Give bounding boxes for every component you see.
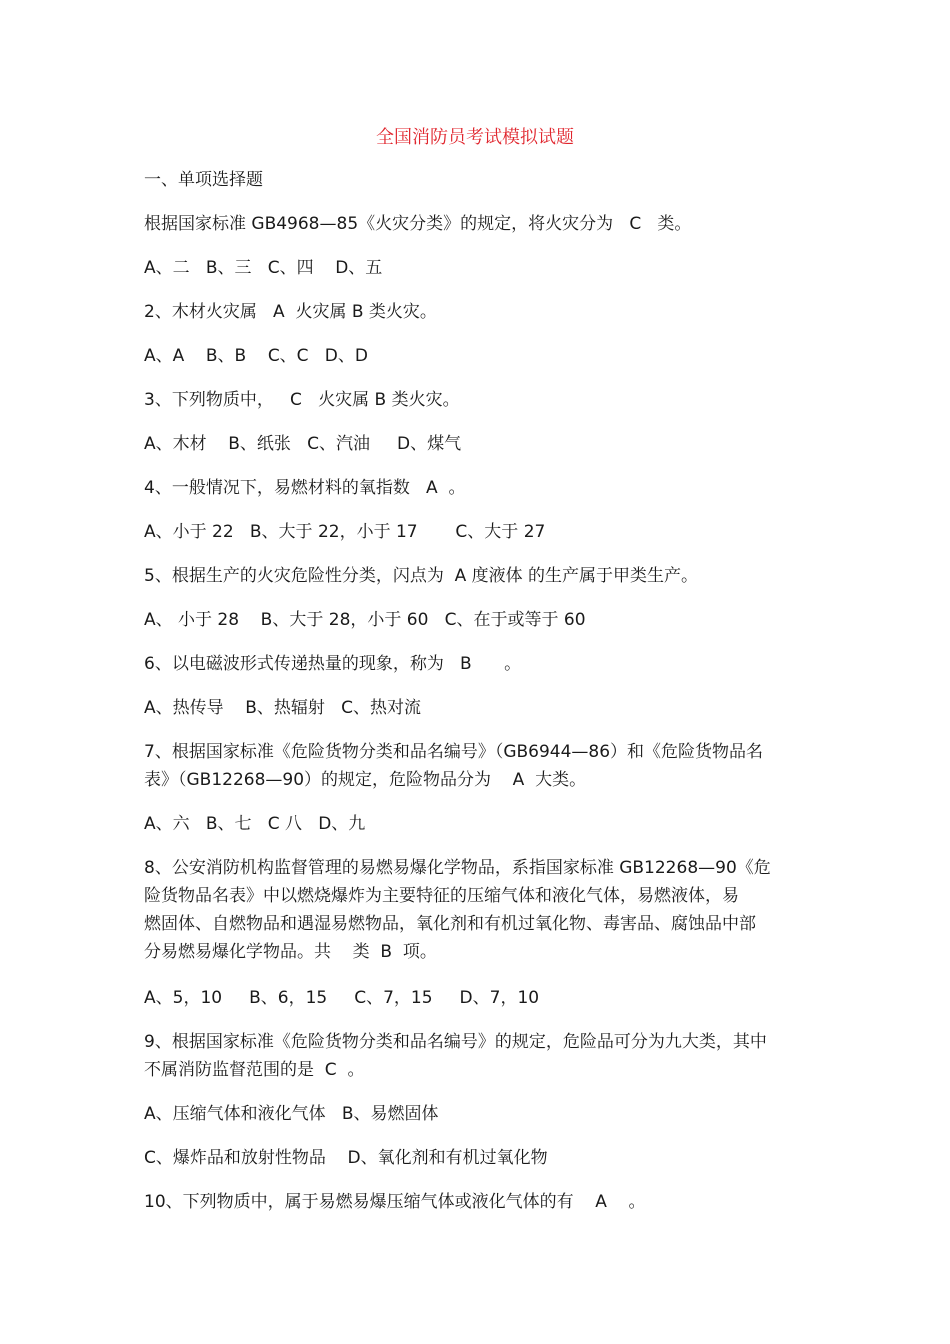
question-9-line: 不属消防监督范围的是 C 。 <box>144 1060 365 1080</box>
question-8-line: 8、公安消防机构监督管理的易燃易爆化学物品，系指国家标准 GB12268—90《危 <box>144 858 771 878</box>
question-7-line: 表》（GB12268—90）的规定，危险物品分为 A 大类。 <box>144 770 587 790</box>
question-9-line: 9、根据国家标准《危险货物分类和品名编号》的规定，危险品可分为九大类，其中 <box>144 1032 767 1052</box>
question-9 <box>144 1028 814 1084</box>
section-heading: 一、单项选择题 <box>144 170 263 190</box>
options-7: A、六 B、七 C 八 D、九 <box>144 814 366 834</box>
options-9-line-2: C、爆炸品和放射性物品 D、氧化剂和有机过氧化物 <box>144 1148 548 1168</box>
question-1: 根据国家标准 GB4968—85《火灾分类》的规定，将火灾分为 C 类。 <box>144 214 692 234</box>
question-8 <box>144 854 814 966</box>
options-4: A、小于 22 B、大于 22，小于 17 C、大于 27 <box>144 522 546 542</box>
question-8-line: 险货物品名表》中以燃烧爆炸为主要特征的压缩气体和液化气体，易燃液体，易 <box>144 886 739 906</box>
question-8-line: 分易燃易爆化学物品。共 类 B 项。 <box>144 942 437 962</box>
options-9-line-1: A、压缩气体和液化气体 B、易燃固体 <box>144 1104 439 1124</box>
question-2: 2、木材火灾属 A 火灾属 B 类火灾。 <box>144 302 437 322</box>
options-1: A、二 B、三 C、四 D、五 <box>144 258 383 278</box>
options-2: A、A B、B C、C D、D <box>144 346 368 366</box>
options-8: A、5，10 B、6，15 C、7，15 D、7，10 <box>144 988 540 1008</box>
options-5: A、 小于 28 B、大于 28，小于 60 C、在于或等于 60 <box>144 610 586 630</box>
question-10: 10、下列物质中，属于易燃易爆压缩气体或液化气体的有 A 。 <box>144 1192 646 1212</box>
question-3: 3、下列物质中， C 火灾属 B 类火灾。 <box>144 390 460 410</box>
document-title: 全国消防员考试模拟试题 <box>376 127 574 148</box>
question-5: 5、根据生产的火灾危险性分类，闪点为 A 度液体 的生产属于甲类生产。 <box>144 566 699 586</box>
question-7-line: 7、根据国家标准《危险货物分类和品名编号》（GB6944—86）和《危险货物品名 <box>144 742 764 762</box>
question-7 <box>144 738 814 794</box>
question-8-line: 燃固体、自燃物品和遇湿易燃物品，氧化剂和有机过氧化物、毒害品、腐蚀品中部 <box>144 914 756 934</box>
options-6: A、热传导 B、热辐射 C、热对流 <box>144 698 421 718</box>
question-4: 4、一般情况下，易燃材料的氧指数 A 。 <box>144 478 466 498</box>
question-6: 6、以电磁波形式传递热量的现象，称为 B 。 <box>144 654 522 674</box>
options-3: A、木材 B、纸张 C、汽油 D、煤气 <box>144 434 462 454</box>
